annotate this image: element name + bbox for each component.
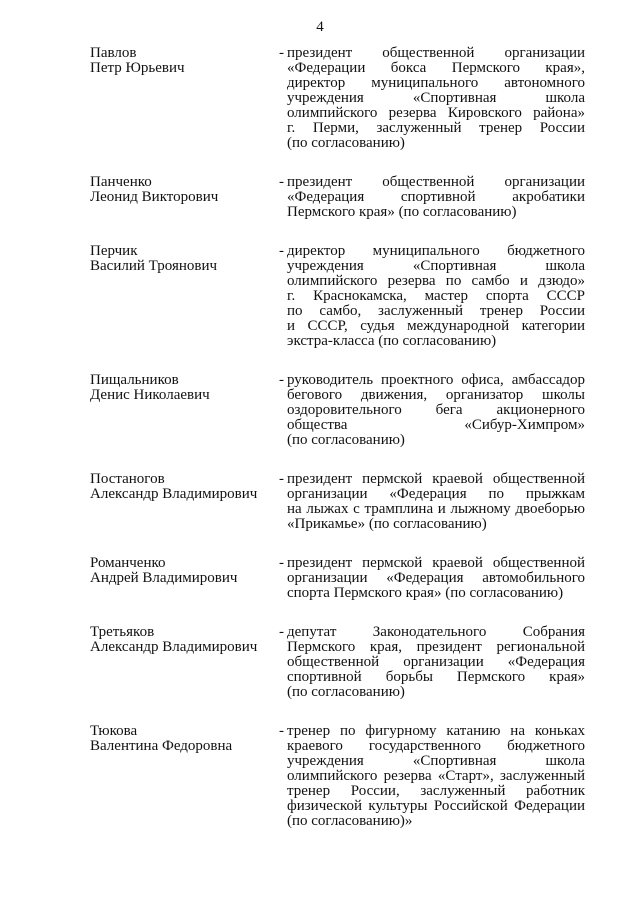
member-position: [287, 175, 585, 220]
position-line: учреждения «Спортивная школа: [287, 258, 585, 274]
member-given-names: Александр Владимирович: [90, 639, 258, 655]
position-line: президент общественной организации: [287, 45, 585, 61]
member-entry: [90, 372, 585, 448]
member-entry: [90, 174, 585, 220]
member-entry: [90, 45, 585, 151]
member-given-names: Валентина Федоровна: [90, 738, 233, 754]
position-line: общества «Сибур-Химпром»: [287, 417, 585, 433]
position-line: оздоровительного бега акционерного: [287, 402, 585, 418]
position-line: спорта Пермского края» (по согласованию): [287, 585, 564, 601]
position-line: (по согласованию)»: [287, 813, 413, 829]
member-position: [287, 472, 585, 532]
dash-separator: -: [279, 624, 284, 640]
position-line: «Прикамье» (по согласованию): [287, 516, 487, 532]
member-name: [90, 625, 270, 655]
member-surname: Постаногов: [90, 471, 165, 487]
member-name: [90, 472, 270, 502]
member-given-names: Василий Троянович: [90, 258, 218, 274]
dash-separator: -: [279, 243, 284, 259]
dash-separator: -: [279, 174, 284, 190]
position-line: директор муниципального автономного: [287, 75, 585, 91]
member-entry: [90, 624, 585, 700]
member-position: [287, 625, 585, 700]
position-line: организации «Федерация по прыжкам: [287, 486, 585, 502]
member-entry: [90, 555, 585, 601]
position-line: г. Краснокамска, мастер спорта СССР: [287, 288, 585, 304]
position-line: «Федерации бокса Пермского края»,: [287, 60, 585, 76]
member-surname: Третьяков: [90, 624, 155, 640]
position-line: руководитель проектного офиса, амбассадор: [287, 372, 585, 388]
position-line: (по согласованию): [287, 135, 405, 151]
dash-separator: -: [279, 471, 284, 487]
position-line: олимпийского резерва «Старт», заслуженный: [287, 768, 585, 784]
member-entry: [90, 471, 585, 532]
member-surname: Тюкова: [90, 723, 138, 739]
member-entry: [90, 723, 585, 829]
member-position: [287, 724, 585, 829]
member-surname: Панченко: [90, 174, 152, 190]
member-given-names: Денис Николаевич: [90, 387, 210, 403]
position-line: депутат Законодательного Собрания: [287, 624, 585, 640]
position-line: (по согласованию): [287, 432, 405, 448]
position-line: олимпийского резерва по самбо и дзюдо»: [287, 273, 585, 289]
member-surname: Пищальников: [90, 372, 179, 388]
position-line: г. Перми, заслуженный тренер России: [287, 120, 585, 136]
member-surname: Романченко: [90, 555, 166, 571]
position-line: президент пермской краевой общественной: [287, 471, 585, 487]
member-given-names: Александр Владимирович: [90, 486, 258, 502]
position-line: физической культуры Российской Федерации: [287, 798, 585, 814]
position-line: президент общественной организации: [287, 174, 585, 190]
dash-separator: -: [279, 45, 284, 61]
position-line: олимпийского резерва Кировского района»: [287, 105, 585, 121]
member-given-names: Андрей Владимирович: [90, 570, 238, 586]
position-line: (по согласованию): [287, 684, 405, 700]
member-name: [90, 244, 270, 274]
member-position: [287, 556, 585, 601]
member-name: [90, 373, 270, 403]
member-surname: Перчик: [90, 243, 138, 259]
position-line: и СССР, судья международной категории: [287, 318, 585, 334]
position-line: учреждения «Спортивная школа: [287, 90, 585, 106]
member-surname: Павлов: [90, 45, 137, 61]
position-line: директор муниципального бюджетного: [287, 243, 585, 259]
position-line: общественной организации «Федерация: [287, 654, 585, 670]
member-entry: [90, 243, 585, 349]
page-number: 4: [316, 19, 324, 35]
member-position: [287, 244, 585, 349]
position-line: президент пермской краевой общественной: [287, 555, 585, 571]
member-name: [90, 724, 270, 754]
position-line: на лыжах с трамплина и лыжному двоеборью: [287, 501, 585, 517]
dash-separator: -: [279, 723, 284, 739]
position-line: по самбо, заслуженный тренер России: [287, 303, 585, 319]
position-line: экстра-класса (по согласованию): [287, 333, 497, 349]
position-line: тренер России, заслуженный работник: [287, 783, 585, 799]
dash-separator: -: [279, 372, 284, 388]
position-line: организации «Федерация автомобильного: [287, 570, 585, 586]
position-line: учреждения «Спортивная школа: [287, 753, 585, 769]
member-name: [90, 556, 270, 586]
position-line: краевого государственного бюджетного: [287, 738, 585, 754]
member-list: [90, 45, 585, 829]
position-line: Пермского края, президент региональной: [287, 639, 585, 655]
member-name: [90, 175, 270, 205]
member-name: [90, 46, 270, 76]
position-line: бегового движения, организатор школы: [287, 387, 585, 403]
position-line: Пермского края» (по согласованию): [287, 204, 517, 220]
member-given-names: Петр Юрьевич: [90, 60, 185, 76]
position-line: спортивной борьбы Пермского края»: [287, 669, 585, 685]
dash-separator: -: [279, 555, 284, 571]
position-line: тренер по фигурному катанию на коньках: [287, 723, 585, 739]
position-line: «Федерация спортивной акробатики: [287, 189, 585, 205]
member-given-names: Леонид Викторович: [90, 189, 219, 205]
member-position: [287, 46, 585, 151]
member-position: [287, 373, 585, 448]
